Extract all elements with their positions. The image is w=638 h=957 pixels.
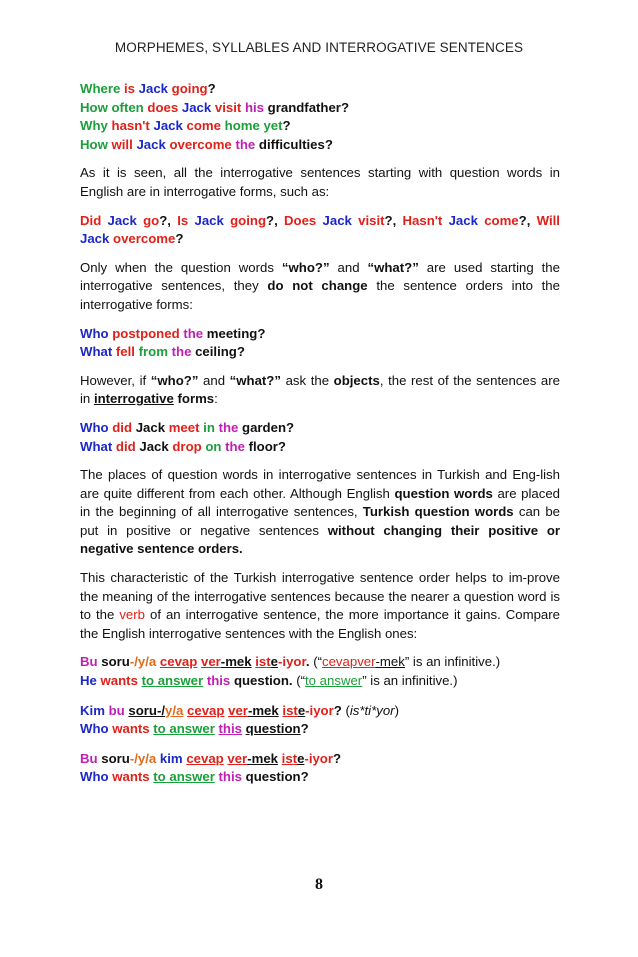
example-line: Who postponed the meeting? xyxy=(80,325,266,341)
example-line: How will Jack overcome the difficulties? xyxy=(80,136,333,152)
example-line: What fell from the ceiling? xyxy=(80,344,245,360)
example-line: Who did Jack meet in the garden? xyxy=(80,419,295,435)
subject-question-examples xyxy=(80,325,560,362)
turkish-sentence: Bu soru-/y/a cevap ver-mek iste-iyor. (“cevapver-mek” is an infinitive.) xyxy=(80,654,501,670)
comparison-example-1 xyxy=(80,653,560,690)
question-word-examples xyxy=(80,80,560,154)
paragraph: This characteristic of the Turkish interrogative sentence order helps to im-prove the meaning of the interrogative sentences because the nearer a question word is to the verb of an interrogative sentence, the more importance it gains. Compare the English interrogative sentences with the English ones: xyxy=(80,570,560,641)
paragraph: Only when the question words “who?” and “what?” are used starting the interrogative sentences, they do not change the sentence orders into the interrogative forms: xyxy=(80,259,560,312)
example-line: What did Jack drop on the floor? xyxy=(80,438,286,454)
turkish-sentence: Bu soru-/y/a kim cevap ver-mek iste-iyor? xyxy=(80,750,342,766)
object-question-examples xyxy=(80,419,560,456)
comparison-example-3 xyxy=(80,750,560,787)
running-header: MORPHEMES, SYLLABLES AND INTERROGATIVE SENTENCES xyxy=(114,40,524,55)
example-line: How often does Jack visit his grandfather? xyxy=(80,99,349,115)
paragraph: The places of question words in interrogative sentences in Turkish and Eng-lish are quite different from each other. Although English question words are placed in the beginning of all interrogative sentences, Turkish question words can be put in positive or negative sentences without changing their positive or negative sentence orders. xyxy=(80,467,561,557)
paragraph: However, if “who?” and “what?” ask the objects, the rest of the sentences are in interrogative forms: xyxy=(80,372,560,407)
comparison-example-2 xyxy=(80,702,560,739)
page-body xyxy=(80,80,560,798)
english-sentence: Who wants to answer this question? xyxy=(80,721,309,737)
paragraph: As it is seen, all the interrogative sentences starting with question words in English are in interrogative forms, such as: xyxy=(80,165,560,199)
example-line: Why hasn't Jack come home yet? xyxy=(80,118,291,134)
page-number: 8 xyxy=(315,876,323,893)
english-sentence: He wants to answer this question. (“to answer” is an infinitive.) xyxy=(80,673,458,689)
example-line: Where is Jack going? xyxy=(80,81,216,96)
turkish-sentence: Kim bu soru-/y/a cevap ver-mek iste-iyor? (is*ti*yor) xyxy=(80,702,399,718)
english-sentence: Who wants to answer this question? xyxy=(80,769,309,785)
interrogative-forms-list: Did Jack go?, Is Jack going?, Does Jack visit?, Hasn't Jack come?, Will Jack overcome? xyxy=(80,212,560,247)
